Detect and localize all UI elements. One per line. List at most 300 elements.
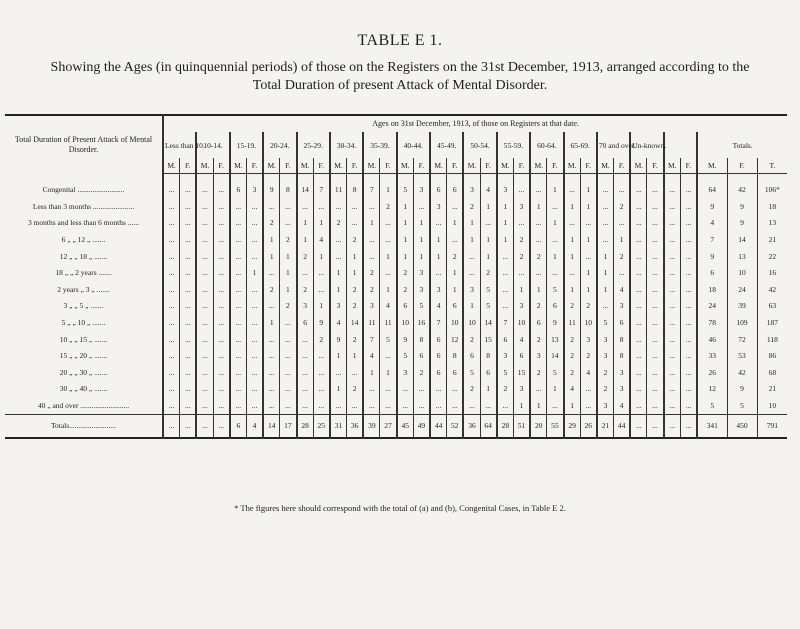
total-female-cell: 14 [727, 232, 757, 249]
table-cell: ... [163, 381, 180, 398]
table-cell: 1 [397, 232, 414, 249]
female-header: F. [447, 158, 464, 174]
total-all-cell: 18 [757, 199, 787, 216]
table-cell: ... [664, 248, 681, 265]
table-cell: ... [230, 248, 247, 265]
table-cell: ... [380, 232, 397, 249]
table-cell: ... [280, 348, 297, 365]
table-cell: ... [230, 315, 247, 332]
table-cell: ... [196, 215, 213, 232]
total-female-cell: 5 [727, 398, 757, 415]
male-header: M. [363, 158, 380, 174]
table-cell: ... [664, 174, 681, 199]
table-cell: 1 [497, 199, 514, 216]
table-cell: 3 [597, 331, 614, 348]
table-cell: 1 [463, 215, 480, 232]
table-cell: ... [313, 282, 330, 299]
table-cell: ... [196, 381, 213, 398]
total-male-cell: 4 [697, 215, 727, 232]
male-header: M. [463, 158, 480, 174]
table-cell: 6 [230, 174, 247, 199]
table-cell: 1 [413, 248, 430, 265]
table-cell: ... [447, 199, 464, 216]
table-cell: 1 [330, 381, 347, 398]
female-header: F. [614, 158, 631, 174]
table-cell: 6 [430, 365, 447, 382]
table-cell: ... [230, 265, 247, 282]
table-cell: 6 [430, 331, 447, 348]
table-cell: 2 [564, 348, 581, 365]
table-cell: 44 [614, 415, 631, 439]
male-header: M. [163, 158, 180, 174]
row-label: 12 „ „ 18 „ ....... [59, 251, 108, 261]
total-female-cell: 450 [727, 415, 757, 439]
table-cell: 1 [480, 381, 497, 398]
table-cell: ... [163, 282, 180, 299]
table-cell: 1 [397, 199, 414, 216]
table-cell: 55 [547, 415, 564, 439]
table-cell: ... [263, 331, 280, 348]
table-cell: ... [497, 265, 514, 282]
table-cell: ... [363, 398, 380, 415]
table-cell: ... [263, 199, 280, 216]
table-cell: ... [280, 381, 297, 398]
table-cell: ... [330, 232, 347, 249]
table-cell: ... [213, 415, 230, 439]
table-cell: 3 [614, 381, 631, 398]
table-cell: 2 [614, 199, 631, 216]
table-cell: ... [413, 199, 430, 216]
table-cell: ... [680, 248, 697, 265]
total-all-cell: 118 [757, 331, 787, 348]
table-cell: ... [213, 232, 230, 249]
table-cell: ... [630, 199, 647, 216]
age-group-header: 55-59. [497, 132, 530, 158]
table-cell: 3 [330, 298, 347, 315]
table-cell: ... [180, 348, 197, 365]
table-cell: 4 [430, 298, 447, 315]
table-cell: 1 [246, 265, 263, 282]
table-cell: 6 [513, 348, 530, 365]
table-cell: 10 [580, 315, 597, 332]
total-all-cell: 10 [757, 398, 787, 415]
table-cell: 64 [480, 415, 497, 439]
table-cell: 5 [547, 365, 564, 382]
table-cell: ... [363, 199, 380, 216]
table-cell: 3 [597, 398, 614, 415]
table-cell: 1 [447, 282, 464, 299]
table-cell: 3 [513, 298, 530, 315]
table-cell: ... [447, 398, 464, 415]
table-cell: ... [297, 331, 314, 348]
table-cell: 1 [580, 199, 597, 216]
table-cell: ... [196, 282, 213, 299]
table-cell: ... [380, 348, 397, 365]
table-cell: 11 [564, 315, 581, 332]
table-cell: 9 [397, 331, 414, 348]
table-cell: ... [213, 282, 230, 299]
female-header: F. [647, 158, 664, 174]
row-label: 30 „ „ 40 „ ....... [59, 384, 108, 394]
female-header: F. [680, 158, 697, 174]
table-cell: ... [680, 348, 697, 365]
table-cell: 6 [297, 315, 314, 332]
table-cell: ... [664, 265, 681, 282]
table-row [5, 199, 787, 216]
table-cell: ... [180, 232, 197, 249]
table-cell: ... [180, 199, 197, 216]
table-cell: 3 [430, 282, 447, 299]
total-female-cell: 39 [727, 298, 757, 315]
table-cell: 1 [263, 315, 280, 332]
table-cell: 1 [564, 199, 581, 216]
table-cell: 14 [297, 174, 314, 199]
row-label: 2 years „ 3 „ ....... [57, 284, 110, 294]
age-group-header: 60-64. [530, 132, 563, 158]
table-cell: ... [263, 265, 280, 282]
table-cell: ... [347, 398, 364, 415]
table-cell: ... [163, 348, 180, 365]
table-cell: ... [380, 398, 397, 415]
table-cell: ... [263, 398, 280, 415]
table-cell: 51 [513, 415, 530, 439]
table-cell: ... [413, 381, 430, 398]
total-male-cell: 78 [697, 315, 727, 332]
table-cell: ... [630, 282, 647, 299]
table-cell: 1 [547, 174, 564, 199]
table-cell: ... [163, 265, 180, 282]
table-cell: ... [664, 282, 681, 299]
table-cell: 8 [413, 331, 430, 348]
table-cell: 14 [480, 315, 497, 332]
age-group-header: Less than 10. [163, 132, 196, 158]
total-all-cell: 21 [757, 381, 787, 398]
table-cell: 1 [447, 215, 464, 232]
table-cell: ... [313, 265, 330, 282]
table-cell: ... [680, 298, 697, 315]
table-cell: 1 [297, 232, 314, 249]
table-cell: 3 [297, 298, 314, 315]
table-cell: 1 [463, 298, 480, 315]
table-cell: 1 [447, 265, 464, 282]
table-cell: ... [213, 315, 230, 332]
table-cell: ... [513, 174, 530, 199]
table-cell: ... [463, 398, 480, 415]
table-cell: ... [513, 265, 530, 282]
total-female-cell: 9 [727, 215, 757, 232]
table-cell: 9 [330, 331, 347, 348]
female-header: F. [380, 158, 397, 174]
table-cell: 21 [597, 415, 614, 439]
table-cell: ... [230, 282, 247, 299]
table-cell: ... [230, 232, 247, 249]
table-cell: 4 [246, 415, 263, 439]
male-header: M. [230, 158, 247, 174]
table-cell: ... [347, 199, 364, 216]
table-cell: 6 [497, 331, 514, 348]
table-cell: 6 [430, 348, 447, 365]
table-cell: ... [297, 398, 314, 415]
disorder-column-header: Total Duration of Present Attack of Mental Disorder. [14, 134, 153, 154]
table-row [5, 398, 787, 415]
total-male-cell: 24 [697, 298, 727, 315]
table-cell: 2 [347, 232, 364, 249]
female-header: F. [513, 158, 530, 174]
table-cell: ... [196, 232, 213, 249]
table-cell: ... [497, 282, 514, 299]
table-cell: 1 [380, 365, 397, 382]
table-cell: 5 [547, 282, 564, 299]
table-cell: ... [263, 348, 280, 365]
table-cell: ... [230, 348, 247, 365]
table-cell: 1 [614, 232, 631, 249]
table-cell: ... [597, 232, 614, 249]
table-cell: ... [664, 365, 681, 382]
table-cell: 1 [363, 365, 380, 382]
table-cell: 2 [597, 381, 614, 398]
table-cell: 3 [513, 381, 530, 398]
table-cell: 2 [564, 298, 581, 315]
table-cell: ... [196, 298, 213, 315]
female-header: F. [246, 158, 263, 174]
row-label: Totals......................... [5, 415, 163, 439]
table-cell: 17 [280, 415, 297, 439]
table-cell: 13 [547, 331, 564, 348]
table-cell: ... [180, 298, 197, 315]
table-cell: 4 [380, 298, 397, 315]
table-cell: 6 [447, 174, 464, 199]
table-cell: ... [614, 215, 631, 232]
table-cell: 1 [347, 265, 364, 282]
ages-span-header: Ages on 31st December, 1913, of those on Registers at that date. [163, 115, 787, 132]
table-cell: ... [246, 199, 263, 216]
table-cell: 1 [530, 282, 547, 299]
table-cell: ... [630, 265, 647, 282]
table-cell: 28 [297, 415, 314, 439]
table-cell: 6 [413, 348, 430, 365]
table-row [5, 215, 787, 232]
table-cell: 14 [547, 348, 564, 365]
table-cell: ... [297, 265, 314, 282]
table-cell: ... [246, 282, 263, 299]
age-group-header: 20-24. [263, 132, 296, 158]
table-cell: ... [347, 215, 364, 232]
table-cell: ... [647, 215, 664, 232]
table-cell: 6 [397, 298, 414, 315]
table-cell: ... [497, 398, 514, 415]
table-row [5, 298, 787, 315]
male-header: M. [664, 158, 681, 174]
table-cell: ... [163, 415, 180, 439]
table-cell: 6 [463, 348, 480, 365]
table-cell: 2 [480, 265, 497, 282]
table-cell: 2 [297, 248, 314, 265]
table-row [5, 232, 787, 249]
table-row [5, 174, 787, 199]
table-cell: 1 [280, 265, 297, 282]
table-cell: ... [664, 381, 681, 398]
table-cell: 2 [463, 381, 480, 398]
table-cell: ... [497, 248, 514, 265]
table-cell: ... [246, 315, 263, 332]
table-cell: ... [647, 298, 664, 315]
table-cell: 1 [513, 282, 530, 299]
table-cell: ... [230, 331, 247, 348]
table-cell: ... [680, 415, 697, 439]
table-cell: ... [263, 298, 280, 315]
table-cell: ... [297, 348, 314, 365]
table-cell: 1 [530, 398, 547, 415]
table-cell: ... [680, 265, 697, 282]
table-cell: 31 [330, 415, 347, 439]
row-label: Congenital ......................... [42, 185, 125, 195]
total-female-cell: 9 [727, 381, 757, 398]
table-cell: 1 [547, 381, 564, 398]
table-cell: ... [647, 365, 664, 382]
table-cell: ... [213, 215, 230, 232]
table-cell: 2 [413, 365, 430, 382]
table-cell: ... [230, 381, 247, 398]
total-male-cell: 9 [697, 248, 727, 265]
total-all-cell: 42 [757, 282, 787, 299]
table-row [5, 282, 787, 299]
table-cell: 1 [397, 215, 414, 232]
table-cell: 2 [513, 232, 530, 249]
table-cell: 20 [530, 415, 547, 439]
table-cell: 3 [430, 199, 447, 216]
age-group-header: 10-14. [196, 132, 229, 158]
table-cell: 3 [397, 365, 414, 382]
table-cell: 3 [246, 174, 263, 199]
table-cell: ... [196, 415, 213, 439]
table-cell: ... [430, 215, 447, 232]
table-cell: 4 [564, 381, 581, 398]
total-all-cell: 16 [757, 265, 787, 282]
total-female-cell: 42 [727, 365, 757, 382]
table-cell: ... [547, 265, 564, 282]
table-cell: ... [313, 365, 330, 382]
table-cell: ... [647, 315, 664, 332]
table-cell: 2 [347, 282, 364, 299]
table-cell: ... [447, 232, 464, 249]
table-cell: 25 [313, 415, 330, 439]
total-female-cell: 109 [727, 315, 757, 332]
table-cell: ... [397, 381, 414, 398]
table-cell: 29 [564, 415, 581, 439]
table-cell: ... [380, 215, 397, 232]
table-cell: ... [196, 348, 213, 365]
table-cell: 2 [463, 331, 480, 348]
table-cell: 1 [480, 248, 497, 265]
female-header: F. [213, 158, 230, 174]
table-cell: ... [647, 248, 664, 265]
age-group-header: 35-39. [363, 132, 396, 158]
table-cell: ... [230, 298, 247, 315]
male-header: M. [263, 158, 280, 174]
row-label: 3 „ „ 5 „ ....... [63, 301, 104, 311]
table-cell: 3 [580, 331, 597, 348]
total-all-cell: 106* [757, 174, 787, 199]
subtitle-line-2: Total Duration of present Attack of Mental Disorder. [252, 78, 548, 93]
table-cell: 9 [313, 315, 330, 332]
table-cell: ... [497, 298, 514, 315]
table-cell: ... [664, 398, 681, 415]
table-cell: ... [363, 381, 380, 398]
table-cell: 3 [413, 265, 430, 282]
table-cell: ... [547, 398, 564, 415]
table-cell: ... [230, 199, 247, 216]
table-cell: ... [163, 298, 180, 315]
table-cell: 2 [597, 365, 614, 382]
female-header: F. [413, 158, 430, 174]
table-cell: 6 [447, 365, 464, 382]
table-cell: 15 [480, 331, 497, 348]
table-cell: 9 [547, 315, 564, 332]
total-male-cell: 5 [697, 398, 727, 415]
total-all-cell: 791 [757, 415, 787, 439]
table-cell: 1 [564, 398, 581, 415]
table-cell: ... [163, 215, 180, 232]
table-cell: 5 [480, 298, 497, 315]
table-cell: 10 [397, 315, 414, 332]
row-label: 3 months and less than 6 months ...... [27, 218, 140, 228]
table-cell: ... [196, 174, 213, 199]
table-cell: ... [647, 199, 664, 216]
table-cell: 10 [463, 315, 480, 332]
table-cell: ... [630, 415, 647, 439]
table-cell: 2 [363, 265, 380, 282]
table-cell: ... [630, 248, 647, 265]
table-cell: ... [680, 398, 697, 415]
table-cell: ... [647, 415, 664, 439]
table-cell: 5 [413, 298, 430, 315]
table-cell: 2 [614, 248, 631, 265]
table-cell: ... [280, 365, 297, 382]
table-cell: ... [680, 282, 697, 299]
total-all-cell: 21 [757, 232, 787, 249]
table-cell: 3 [413, 174, 430, 199]
table-cell: 2 [263, 215, 280, 232]
table-cell: 8 [614, 331, 631, 348]
female-header: F. [347, 158, 364, 174]
table-cell: ... [664, 199, 681, 216]
table-cell: 1 [313, 215, 330, 232]
table-cell: ... [380, 265, 397, 282]
female-header: F. [313, 158, 330, 174]
total-female-cell: 72 [727, 331, 757, 348]
table-cell: 1 [413, 232, 430, 249]
footnote: * The figures here should correspond with the total of (a) and (b), Congenital Cases, in Table E 2. [234, 503, 566, 513]
table-cell: ... [246, 232, 263, 249]
table-cell: ... [213, 248, 230, 265]
table-cell: ... [246, 365, 263, 382]
table-cell: 11 [380, 315, 397, 332]
table-cell: ... [246, 215, 263, 232]
table-cell: ... [413, 398, 430, 415]
total-all-header: T. [757, 158, 787, 174]
table-cell: ... [230, 398, 247, 415]
female-header: F. [480, 158, 497, 174]
table-cell: ... [313, 348, 330, 365]
table-cell: 4 [614, 398, 631, 415]
total-all-cell: 13 [757, 215, 787, 232]
table-cell: ... [330, 248, 347, 265]
table-cell: ... [530, 215, 547, 232]
female-header: F. [547, 158, 564, 174]
table-cell: 11 [330, 174, 347, 199]
table-cell: 7 [497, 315, 514, 332]
table-cell: 1 [380, 282, 397, 299]
